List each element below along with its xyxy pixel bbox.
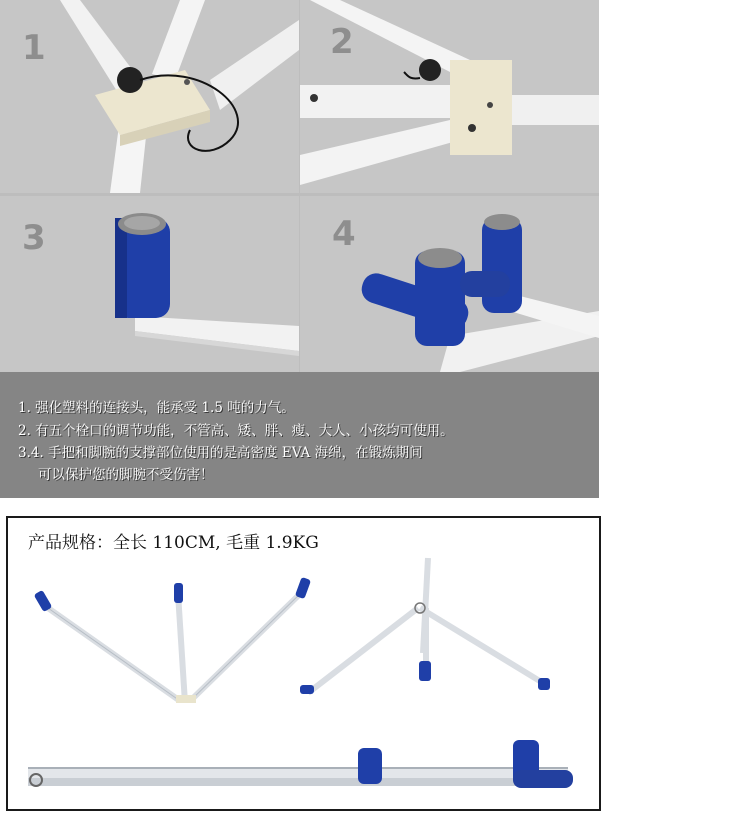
product-image-v-shape	[28, 573, 318, 703]
detail-photos-panel	[0, 0, 599, 498]
caption-line-1: 1. 强化塑料的连接头，能承受 1.5 吨的力气。	[18, 400, 295, 416]
product-spec-box	[6, 516, 601, 811]
spec-title: 产品规格：全长 110CM, 毛重 1.9KG	[28, 533, 319, 553]
product-image-flat	[18, 738, 588, 798]
step-number-1: 1	[22, 28, 46, 68]
caption-line-4: 可以保护您的脚腕不受伤害！	[38, 467, 214, 483]
product-image-tripod	[298, 553, 568, 703]
step-number-2: 2	[330, 22, 354, 62]
caption-line-3: 3.4. 手把和脚腕的支撑部位使用的是高密度 EVA 海绵，在锻炼期间	[18, 445, 423, 461]
photo-2-connector-bottom	[300, 0, 599, 193]
feature-caption	[0, 372, 599, 498]
photo-1-connector-top	[0, 0, 299, 193]
photo-3-foam-handle	[0, 196, 299, 389]
step-number-4: 4	[332, 214, 356, 254]
step-number-3: 3	[22, 218, 46, 258]
caption-line-2: 2. 有五个栓口的调节功能，不管高、矮、胖、瘦、大人、小孩均可使用。	[18, 423, 454, 439]
photo-4-foam-foot-support	[300, 196, 599, 389]
